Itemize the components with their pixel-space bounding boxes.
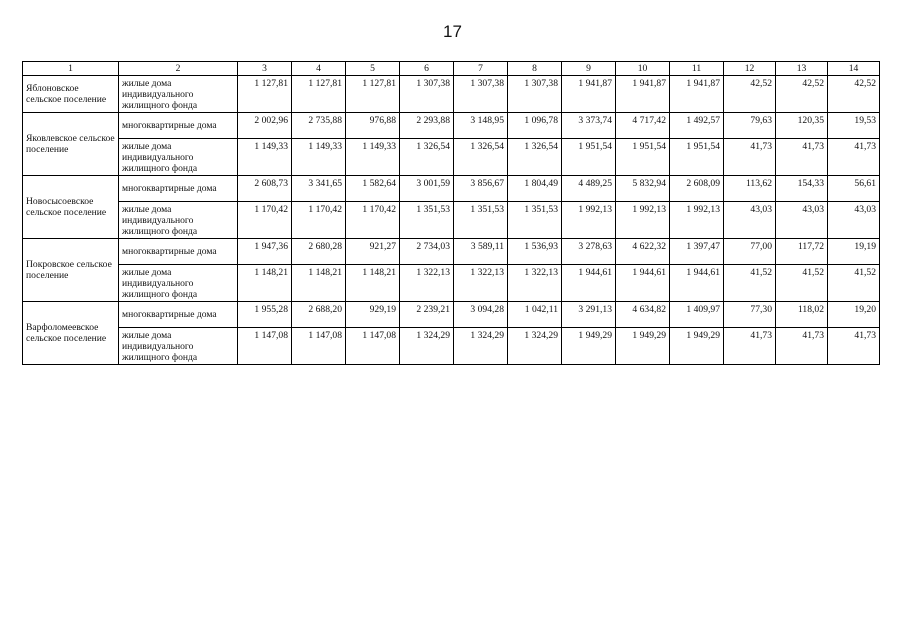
value-cell: 1 307,38 <box>508 76 562 113</box>
value-cell: 1 944,61 <box>616 265 670 302</box>
column-header: 10 <box>616 62 670 76</box>
value-cell: 4 634,82 <box>616 302 670 328</box>
value-cell: 41,52 <box>724 265 776 302</box>
value-cell: 1 992,13 <box>616 202 670 239</box>
column-header: 8 <box>508 62 562 76</box>
value-cell: 2 608,73 <box>238 176 292 202</box>
housing-type: многоквартирные дома <box>119 302 238 328</box>
value-cell: 41,73 <box>828 139 880 176</box>
value-cell: 1 947,36 <box>238 239 292 265</box>
value-cell: 41,73 <box>776 328 828 365</box>
value-cell: 1 322,13 <box>400 265 454 302</box>
value-cell: 19,19 <box>828 239 880 265</box>
value-cell: 1 951,54 <box>616 139 670 176</box>
column-header: 4 <box>292 62 346 76</box>
value-cell: 2 688,20 <box>292 302 346 328</box>
housing-type: многоквартирные дома <box>119 239 238 265</box>
value-cell: 1 536,93 <box>508 239 562 265</box>
column-header: 9 <box>562 62 616 76</box>
value-cell: 1 322,13 <box>508 265 562 302</box>
value-cell: 1 804,49 <box>508 176 562 202</box>
value-cell: 1 170,42 <box>346 202 400 239</box>
value-cell: 1 149,33 <box>292 139 346 176</box>
table-row <box>23 202 880 239</box>
value-cell: 1 409,97 <box>670 302 724 328</box>
value-cell: 2 608,09 <box>670 176 724 202</box>
settlement-name: Варфоломеевское сельское поселение <box>23 302 119 365</box>
value-cell: 1 147,08 <box>238 328 292 365</box>
value-cell: 1 324,29 <box>454 328 508 365</box>
value-cell: 41,52 <box>828 265 880 302</box>
value-cell: 43,03 <box>828 202 880 239</box>
value-cell: 1 941,87 <box>562 76 616 113</box>
value-cell: 2 735,88 <box>292 113 346 139</box>
value-cell: 120,35 <box>776 113 828 139</box>
page-number: 17 <box>443 22 462 41</box>
value-cell: 1 955,28 <box>238 302 292 328</box>
value-cell: 42,52 <box>724 76 776 113</box>
value-cell: 42,52 <box>776 76 828 113</box>
value-cell: 5 832,94 <box>616 176 670 202</box>
value-cell: 1 397,47 <box>670 239 724 265</box>
column-header: 6 <box>400 62 454 76</box>
value-cell: 1 324,29 <box>400 328 454 365</box>
value-cell: 1 944,61 <box>562 265 616 302</box>
value-cell: 42,52 <box>828 76 880 113</box>
value-cell: 3 373,74 <box>562 113 616 139</box>
value-cell: 117,72 <box>776 239 828 265</box>
value-cell: 1 582,64 <box>346 176 400 202</box>
value-cell: 1 148,21 <box>238 265 292 302</box>
column-header: 12 <box>724 62 776 76</box>
table-body <box>23 62 880 365</box>
value-cell: 41,52 <box>776 265 828 302</box>
housing-type: жилые дома индивидуального жилищного фонда <box>119 202 238 239</box>
value-cell: 1 127,81 <box>238 76 292 113</box>
housing-type: жилые дома индивидуального жилищного фонда <box>119 328 238 365</box>
value-cell: 1 147,08 <box>292 328 346 365</box>
value-cell: 1 147,08 <box>346 328 400 365</box>
value-cell: 4 717,42 <box>616 113 670 139</box>
value-cell: 2 002,96 <box>238 113 292 139</box>
value-cell: 921,27 <box>346 239 400 265</box>
value-cell: 3 001,59 <box>400 176 454 202</box>
column-header: 14 <box>828 62 880 76</box>
value-cell: 56,61 <box>828 176 880 202</box>
housing-type: жилые дома индивидуального жилищного фонда <box>119 265 238 302</box>
value-cell: 1 992,13 <box>562 202 616 239</box>
value-cell: 1 149,33 <box>238 139 292 176</box>
value-cell: 1 949,29 <box>670 328 724 365</box>
value-cell: 1 944,61 <box>670 265 724 302</box>
value-cell: 19,53 <box>828 113 880 139</box>
housing-type: жилые дома индивидуального жилищного фонда <box>119 139 238 176</box>
value-cell: 1 149,33 <box>346 139 400 176</box>
value-cell: 4 489,25 <box>562 176 616 202</box>
column-header: 3 <box>238 62 292 76</box>
value-cell: 1 148,21 <box>292 265 346 302</box>
column-header: 11 <box>670 62 724 76</box>
value-cell: 1 492,57 <box>670 113 724 139</box>
value-cell: 41,73 <box>724 139 776 176</box>
value-cell: 1 326,54 <box>454 139 508 176</box>
value-cell: 43,03 <box>724 202 776 239</box>
table-header-row <box>23 62 880 76</box>
value-cell: 2 239,21 <box>400 302 454 328</box>
value-cell: 1 322,13 <box>454 265 508 302</box>
table-row <box>23 265 880 302</box>
value-cell: 1 307,38 <box>400 76 454 113</box>
value-cell: 976,88 <box>346 113 400 139</box>
value-cell: 2 680,28 <box>292 239 346 265</box>
value-cell: 929,19 <box>346 302 400 328</box>
column-header: 5 <box>346 62 400 76</box>
value-cell: 3 291,13 <box>562 302 616 328</box>
value-cell: 3 856,67 <box>454 176 508 202</box>
settlement-name: Новосысоевское сельское поселение <box>23 176 119 239</box>
value-cell: 3 278,63 <box>562 239 616 265</box>
housing-type: многоквартирные дома <box>119 113 238 139</box>
value-cell: 4 622,32 <box>616 239 670 265</box>
value-cell: 3 589,11 <box>454 239 508 265</box>
value-cell: 3 094,28 <box>454 302 508 328</box>
column-header: 7 <box>454 62 508 76</box>
value-cell: 1 949,29 <box>616 328 670 365</box>
value-cell: 41,73 <box>828 328 880 365</box>
value-cell: 1 127,81 <box>346 76 400 113</box>
value-cell: 113,62 <box>724 176 776 202</box>
value-cell: 1 170,42 <box>292 202 346 239</box>
tariff-table <box>22 61 880 365</box>
value-cell: 1 148,21 <box>346 265 400 302</box>
value-cell: 118,02 <box>776 302 828 328</box>
value-cell: 1 042,11 <box>508 302 562 328</box>
settlement-name: Покровское сельское поселение <box>23 239 119 302</box>
value-cell: 2 293,88 <box>400 113 454 139</box>
value-cell: 41,73 <box>776 139 828 176</box>
housing-type: многоквартирные дома <box>119 176 238 202</box>
value-cell: 1 324,29 <box>508 328 562 365</box>
value-cell: 3 148,95 <box>454 113 508 139</box>
column-header: 2 <box>119 62 238 76</box>
value-cell: 79,63 <box>724 113 776 139</box>
table-row <box>23 176 880 202</box>
table-row <box>23 302 880 328</box>
column-header: 13 <box>776 62 828 76</box>
value-cell: 1 326,54 <box>400 139 454 176</box>
value-cell: 1 307,38 <box>454 76 508 113</box>
value-cell: 77,00 <box>724 239 776 265</box>
value-cell: 1 170,42 <box>238 202 292 239</box>
table-row <box>23 139 880 176</box>
value-cell: 1 326,54 <box>508 139 562 176</box>
settlement-name: Яблоновское сельское поселение <box>23 76 119 113</box>
value-cell: 1 351,53 <box>454 202 508 239</box>
value-cell: 1 096,78 <box>508 113 562 139</box>
value-cell: 1 127,81 <box>292 76 346 113</box>
value-cell: 154,33 <box>776 176 828 202</box>
value-cell: 41,73 <box>724 328 776 365</box>
value-cell: 1 951,54 <box>670 139 724 176</box>
table-row <box>23 113 880 139</box>
value-cell: 3 341,65 <box>292 176 346 202</box>
housing-type: жилые дома индивидуального жилищного фонда <box>119 76 238 113</box>
value-cell: 2 734,03 <box>400 239 454 265</box>
value-cell: 43,03 <box>776 202 828 239</box>
value-cell: 1 941,87 <box>670 76 724 113</box>
value-cell: 77,30 <box>724 302 776 328</box>
value-cell: 19,20 <box>828 302 880 328</box>
table-row <box>23 76 880 113</box>
table-row <box>23 239 880 265</box>
value-cell: 1 951,54 <box>562 139 616 176</box>
value-cell: 1 351,53 <box>508 202 562 239</box>
value-cell: 1 949,29 <box>562 328 616 365</box>
value-cell: 1 351,53 <box>400 202 454 239</box>
value-cell: 1 992,13 <box>670 202 724 239</box>
column-header: 1 <box>23 62 119 76</box>
settlement-name: Яковлевское сельское поселение <box>23 113 119 176</box>
table-row <box>23 328 880 365</box>
value-cell: 1 941,87 <box>616 76 670 113</box>
